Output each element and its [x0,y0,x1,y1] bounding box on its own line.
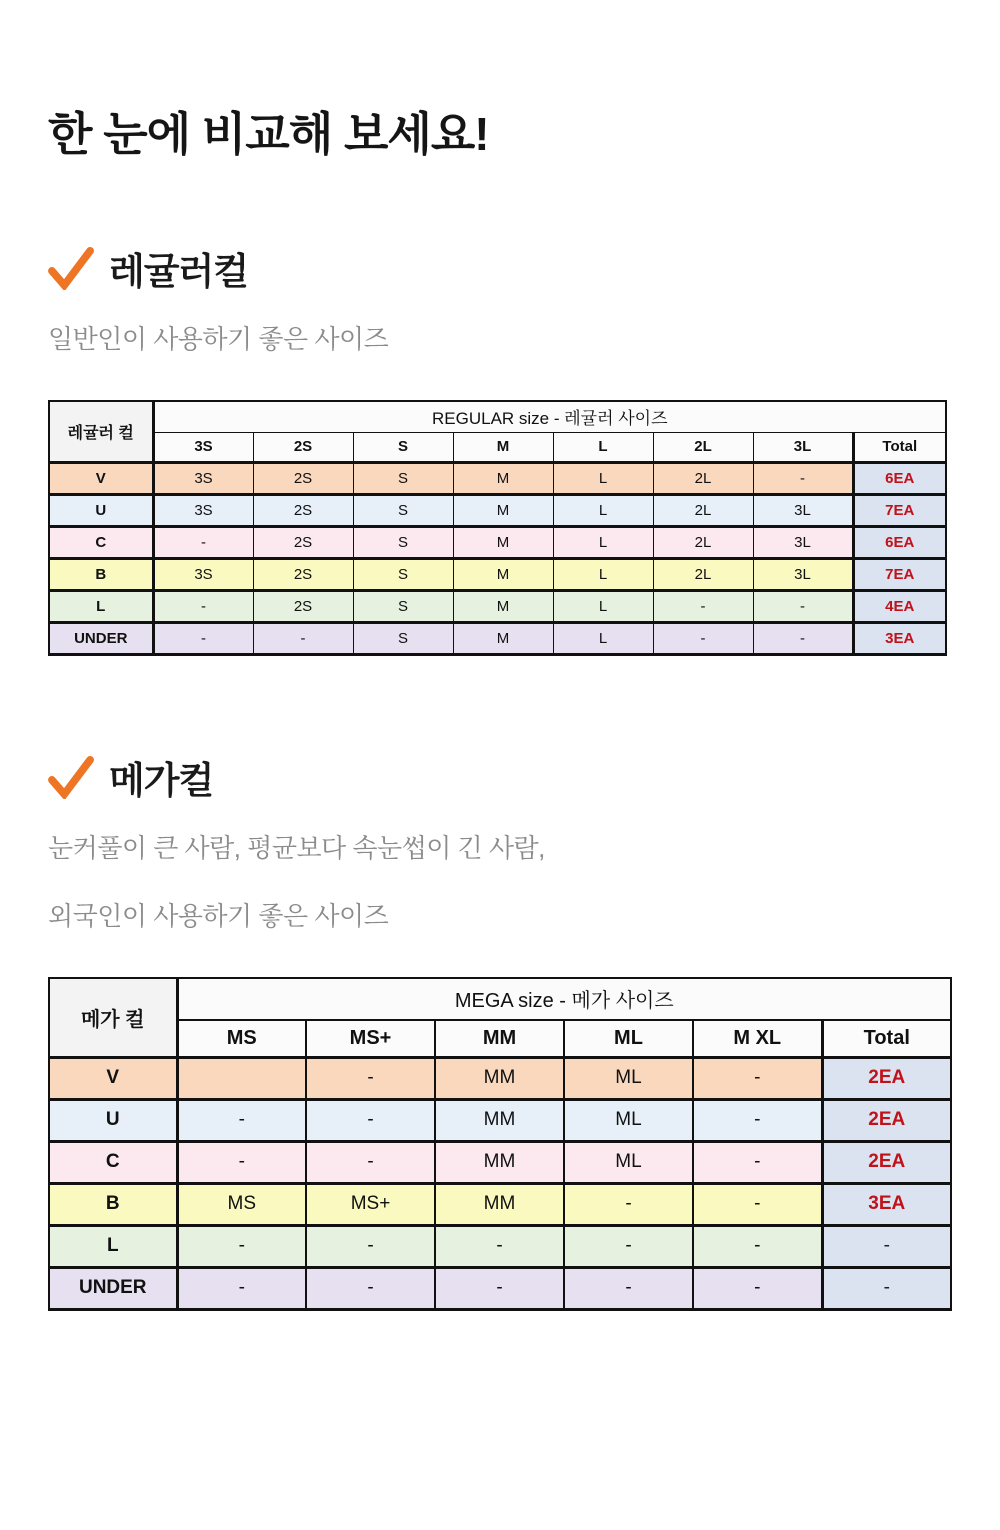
total-cell: 7EA [853,558,946,590]
size-cell: - [435,1225,564,1267]
size-cell: - [693,1099,822,1141]
size-cell: - [306,1267,435,1309]
size-cell: 3S [153,494,253,526]
column-header-3l: 3L [753,432,853,462]
row-label: UNDER [49,1267,177,1309]
size-cell: L [553,622,653,654]
corner-label: 메가 컬 [49,978,177,1058]
size-cell: 3S [153,462,253,494]
section-heading-regular [48,241,1000,295]
column-header-m: M [453,432,553,462]
group-header: REGULAR size - 레귤러 사이즈 [153,401,946,433]
table-row-c [49,1141,951,1183]
size-cell: - [177,1141,306,1183]
size-cell: M [453,462,553,494]
size-cell: - [177,1267,306,1309]
table-row-l [49,590,946,622]
check-icon [48,755,94,799]
table-row-v [49,1057,951,1099]
size-cell: - [693,1267,822,1309]
column-header-row [49,432,946,462]
table-row-l [49,1225,951,1267]
column-header-ml: ML [564,1020,693,1058]
size-cell: - [653,590,753,622]
size-cell: L [553,590,653,622]
size-cell: - [253,622,353,654]
section-heading-mega [48,750,1000,804]
table-row-under [49,622,946,654]
size-cell: - [693,1225,822,1267]
size-cell: 2S [253,526,353,558]
size-cell: M [453,622,553,654]
table-row-u [49,1099,951,1141]
size-cell: S [353,526,453,558]
size-cell: - [693,1057,822,1099]
row-label: L [49,590,153,622]
total-cell: 6EA [853,526,946,558]
table-row-c [49,526,946,558]
row-label: U [49,1099,177,1141]
page-title: 한 눈에 비교해 보세요! [48,108,489,160]
row-label: B [49,558,153,590]
row-label: C [49,1141,177,1183]
corner-label: 레귤러 컬 [49,401,153,463]
total-cell: 2EA [822,1057,951,1099]
size-cell: MS+ [306,1183,435,1225]
size-cell: - [153,622,253,654]
regular-subtitle: 일반인이 사용하기 좋은 사이즈 [48,323,389,354]
table-row-b [49,558,946,590]
mega-subtitle-line1: 눈커풀이 큰 사람, 평균보다 속눈썹이 긴 사람, [48,832,545,863]
mega-subtitle-line2: 외국인이 사용하기 좋은 사이즈 [48,900,389,931]
size-cell: - [435,1267,564,1309]
total-cell: - [822,1225,951,1267]
size-cell: - [753,462,853,494]
total-cell: 2EA [822,1099,951,1141]
size-cell: MM [435,1141,564,1183]
size-cell: 3L [753,494,853,526]
size-cell: - [306,1225,435,1267]
table-row-under [49,1267,951,1309]
size-cell: 2S [253,494,353,526]
size-cell: - [653,622,753,654]
row-label: V [49,462,153,494]
column-header-2l: 2L [653,432,753,462]
column-header-ms: MS [177,1020,306,1058]
size-cell: - [177,1099,306,1141]
size-cell: ML [564,1099,693,1141]
size-cell: S [353,494,453,526]
size-cell: S [353,590,453,622]
total-cell: 2EA [822,1141,951,1183]
total-cell: 7EA [853,494,946,526]
size-cell: M [453,526,553,558]
size-cell: - [306,1141,435,1183]
size-cell: MM [435,1183,564,1225]
size-cell: L [553,558,653,590]
size-cell: 3L [753,558,853,590]
total-cell: 6EA [853,462,946,494]
row-label: L [49,1225,177,1267]
regular-size-table [48,400,947,656]
column-header-total: Total [822,1020,951,1058]
size-cell: MS [177,1183,306,1225]
size-cell: L [553,494,653,526]
total-cell: 3EA [853,622,946,654]
size-cell: 2S [253,462,353,494]
size-cell: 2L [653,526,753,558]
column-header-row [49,1020,951,1058]
column-header-ms+: MS+ [306,1020,435,1058]
total-cell: 3EA [822,1183,951,1225]
size-cell: - [564,1267,693,1309]
size-cell: - [153,590,253,622]
size-cell: - [306,1057,435,1099]
size-cell: 2L [653,494,753,526]
row-label: UNDER [49,622,153,654]
size-cell: - [753,622,853,654]
section-title-mega: 메가컬 [109,759,214,801]
column-header-mm: MM [435,1020,564,1058]
column-header-s: S [353,432,453,462]
size-cell: 3L [753,526,853,558]
column-header-2s: 2S [253,432,353,462]
check-icon [48,246,94,290]
size-cell: S [353,462,453,494]
section-title-regular: 레귤러컬 [109,250,248,292]
size-cell [177,1057,306,1099]
size-cell: ML [564,1057,693,1099]
group-header-row [49,401,946,433]
total-cell: - [822,1267,951,1309]
size-cell: - [753,590,853,622]
total-cell: 4EA [853,590,946,622]
size-cell: ML [564,1141,693,1183]
column-header-l: L [553,432,653,462]
size-cell: 2S [253,558,353,590]
column-header-m-xl: M XL [693,1020,822,1058]
size-cell: S [353,622,453,654]
table-row-u [49,494,946,526]
size-cell: 2L [653,558,753,590]
group-header: MEGA size - 메가 사이즈 [177,978,951,1020]
column-header-total: Total [853,432,946,462]
size-cell: - [693,1141,822,1183]
size-cell: M [453,558,553,590]
size-cell: MM [435,1099,564,1141]
size-cell: M [453,590,553,622]
column-header-3s: 3S [153,432,253,462]
size-cell: - [153,526,253,558]
size-cell: L [553,526,653,558]
size-cell: M [453,494,553,526]
size-cell: MM [435,1057,564,1099]
table-row-b [49,1183,951,1225]
group-header-row [49,978,951,1020]
size-cell: L [553,462,653,494]
size-cell: 2L [653,462,753,494]
size-cell: - [564,1183,693,1225]
row-label: U [49,494,153,526]
row-label: B [49,1183,177,1225]
size-cell: - [306,1099,435,1141]
size-cell: - [693,1183,822,1225]
table-row-v [49,462,946,494]
size-cell: 3S [153,558,253,590]
mega-size-table [48,977,952,1311]
size-cell: S [353,558,453,590]
size-cell: 2S [253,590,353,622]
row-label: C [49,526,153,558]
size-cell: - [177,1225,306,1267]
row-label: V [49,1057,177,1099]
size-cell: - [564,1225,693,1267]
